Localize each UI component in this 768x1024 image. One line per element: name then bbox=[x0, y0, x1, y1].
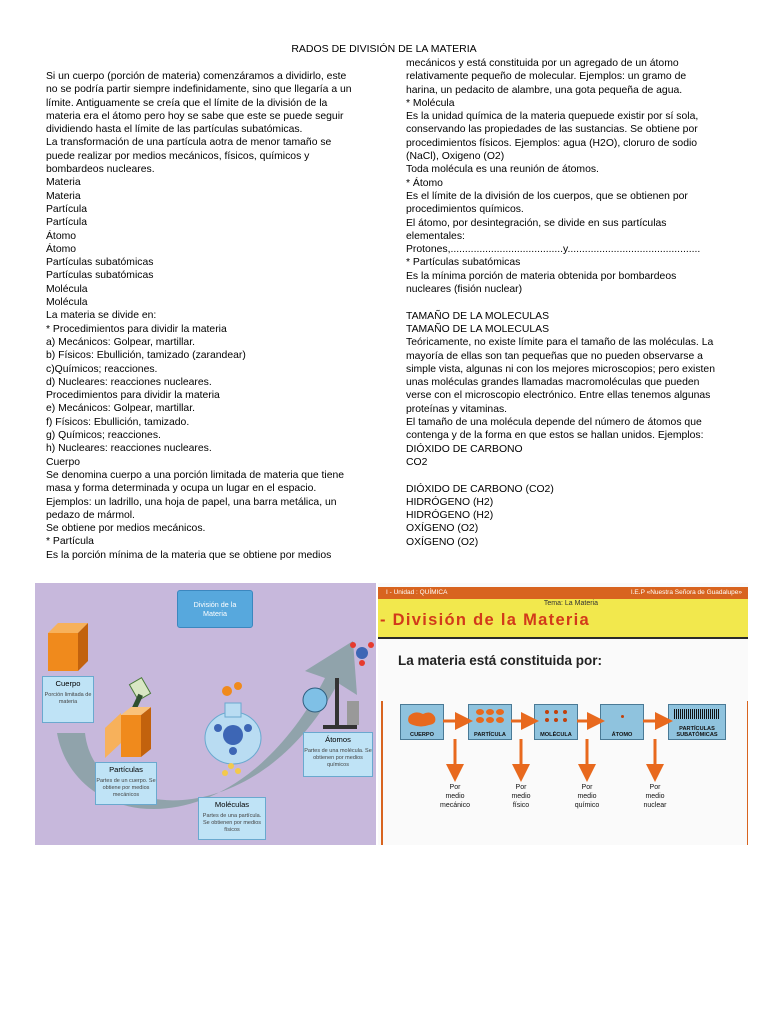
text-line: conservando las propiedades de las sustancias. Se obtiene por bbox=[406, 124, 698, 136]
infographic-title-line2: Materia bbox=[203, 609, 227, 618]
text-line: Materia bbox=[46, 190, 81, 202]
division-infographic bbox=[35, 583, 376, 845]
flow-box-particula bbox=[468, 704, 512, 740]
flask-icon bbox=[205, 682, 261, 776]
text-line: Átomo bbox=[46, 243, 77, 255]
text-line: Molécula bbox=[46, 297, 88, 309]
text-line: pedazo de mármol. bbox=[46, 509, 135, 521]
infographic-title-line1: División de la bbox=[193, 600, 237, 609]
text-line: e) Mecánicos: Golpear, martillar. bbox=[46, 403, 195, 415]
text-line: (NaCl), Oxigeno (O2) bbox=[406, 151, 505, 163]
medio-quimico bbox=[562, 783, 612, 810]
text-line: d) Nucleares: reacciones nucleares. bbox=[46, 376, 212, 388]
text-line: Procedimientos para dividir la materia bbox=[46, 390, 220, 402]
text-line: Átomo bbox=[46, 230, 77, 242]
cube-icon bbox=[48, 623, 88, 671]
text-line: c)Químicos; reacciones. bbox=[46, 363, 158, 375]
slide-heading: - División de la Materia bbox=[380, 611, 591, 629]
text-line: h) Nucleares: reacciones nucleares. bbox=[46, 443, 212, 455]
medio-nuclear bbox=[630, 783, 680, 810]
atomos-label: Átomos bbox=[303, 732, 373, 747]
text-line: * Átomo bbox=[406, 177, 443, 189]
text-line: unas moléculas grandes llamadas macromoléculas que pueden bbox=[406, 377, 700, 389]
flow-box-cuerpo bbox=[400, 704, 444, 740]
moleculas-label: Moléculas bbox=[198, 797, 266, 812]
text-line: Es el límite de la división de los cuerpos, que se obtienen por bbox=[406, 190, 688, 202]
text-line: * Partículas subatómicas bbox=[406, 257, 521, 269]
text-line: El átomo, por desintegración, se divide en sus partículas bbox=[406, 217, 667, 229]
molecule-dot bbox=[554, 710, 558, 714]
text-line: no se podría partir siempre indefinidamente, sino que llegaría a un bbox=[46, 84, 352, 96]
text-line: relativamente pequeño de molecular. Ejemplos: un gramo de bbox=[406, 71, 687, 83]
rock-icon bbox=[401, 708, 443, 730]
medio-line: medio bbox=[577, 793, 597, 800]
text-line: Si un cuerpo (porción de materia) comenzáramos a dividirlo, este bbox=[46, 71, 347, 82]
text-line: masa y forma determinada y ocupa un lugar en el espacio. bbox=[46, 483, 317, 495]
molecule-dot bbox=[545, 710, 549, 714]
medio-line: mecánico bbox=[440, 802, 470, 809]
blank-line bbox=[406, 296, 746, 309]
text-line: procedimientos químicos. bbox=[406, 204, 524, 216]
particle-dot bbox=[496, 709, 504, 715]
medio-line: Por bbox=[581, 784, 593, 791]
text-line: Es la unidad química de la materia quepuede existir por sí sola, bbox=[406, 111, 699, 123]
molecule-dot bbox=[563, 710, 567, 714]
text-line: mecánicos y está constituida por un agregado de un átomo bbox=[406, 58, 679, 69]
particle-dot bbox=[476, 709, 484, 715]
text-line: OXÍGENO (O2) bbox=[406, 523, 479, 535]
text-line: Partícula bbox=[46, 217, 88, 229]
text-line: simple vista, algunas ni con los mejores microscopios; pero existen bbox=[406, 363, 715, 375]
molecule-dot bbox=[554, 718, 558, 722]
particulas-description: Partes de un cuerpo. Se obtiene por medios mecánicos bbox=[95, 776, 157, 805]
particle-dot bbox=[486, 717, 494, 723]
slide-top-bar bbox=[378, 587, 748, 599]
text-line: límite. Antiguamente se creía que el límite de la división de la bbox=[46, 97, 328, 109]
flow-label: MOLÉCULA bbox=[540, 732, 572, 738]
text-line: Cuerpo bbox=[46, 456, 81, 468]
text-line: a) Mecánicos: Golpear, martillar. bbox=[46, 336, 195, 348]
text-line: * Molécula bbox=[406, 97, 455, 109]
slide-tema: Tema: La Materia bbox=[543, 600, 598, 607]
medio-line: medio bbox=[445, 793, 465, 800]
text-line: El tamaño de una molécula depende del número de átomos que bbox=[406, 417, 702, 429]
text-line: harina, un pedacito de alambre, una gota pequeña de agua. bbox=[406, 84, 683, 96]
slide-unit: I - Unidad : QUÍMICA bbox=[386, 589, 448, 596]
medio-line: químico bbox=[574, 802, 600, 809]
text-line: Se denomina cuerpo a una porción limitada de materia que tiene bbox=[46, 469, 345, 481]
text-line: Protones,.......................................y.............................................. bbox=[406, 244, 701, 256]
text-line: g) Químicos; reacciones. bbox=[46, 430, 161, 442]
text-line: materia era el átomo pero hoy se sabe que este se puede seguir bbox=[46, 110, 344, 122]
text-line: * Partícula bbox=[46, 536, 94, 548]
flow-box-subatomicas bbox=[668, 704, 726, 740]
text-line: contenga y de la forma en que estos se hallan unidos. Ejemplos: bbox=[406, 430, 704, 442]
text-line: Es la porción mínima de la materia que se obtiene por medios bbox=[46, 549, 332, 561]
text-line: OXÍGENO (O2) bbox=[406, 536, 479, 548]
molecule-dot bbox=[563, 718, 567, 722]
flow-label: CUERPO bbox=[410, 732, 434, 738]
text-line: DIÓXIDO DE CARBONO bbox=[406, 443, 523, 455]
medio-line: Por bbox=[649, 784, 661, 791]
particle-dot bbox=[486, 709, 494, 715]
text-line: procedimientos físicos. Ejemplos: agua (H2O), cloruro de sodio bbox=[406, 137, 698, 149]
text-line: CO2 bbox=[406, 456, 428, 468]
medio-fisico bbox=[496, 783, 546, 810]
infographic-title bbox=[177, 590, 253, 628]
text-line: DIÓXIDO DE CARBONO (CO2) bbox=[406, 483, 554, 495]
text-line: verse con el microscopio electrónico. Entre ellas tenemos algunas bbox=[406, 390, 711, 402]
subatomic-texture bbox=[674, 709, 720, 719]
medio-line: físico bbox=[512, 802, 530, 809]
flow-label: PARTÍCULAS SUBATÓMICAS bbox=[676, 726, 718, 738]
atomos-description: Partes de una molécula. Se obtienen por medios químicos bbox=[303, 746, 373, 777]
atom-dot bbox=[621, 715, 624, 718]
text-line: Se obtiene por medios mecánicos. bbox=[46, 523, 206, 535]
particle-dot bbox=[496, 717, 504, 723]
slide-heading-band bbox=[378, 599, 748, 639]
medio-line: Por bbox=[515, 784, 527, 791]
split-cube-icon bbox=[105, 707, 151, 758]
document-title: RADOS DE DIVISIÓN DE LA MATERIA bbox=[291, 43, 477, 55]
text-line: HIDRÓGENO (H2) bbox=[406, 510, 494, 522]
text-line: proteínas y vitaminas. bbox=[406, 403, 508, 415]
text-line: * Procedimientos para dividir la materia bbox=[46, 323, 227, 335]
text-line: HIDRÓGENO (H2) bbox=[406, 496, 494, 508]
text-line: f) Físicos: Ebullición, tamizado. bbox=[46, 416, 190, 428]
text-line: dividiendo hasta el límite de las partículas subatómicas. bbox=[46, 124, 303, 136]
text-line: La materia se divide en: bbox=[46, 310, 157, 322]
flow-label: ÁTOMO bbox=[611, 732, 633, 738]
right-text-column bbox=[406, 57, 746, 549]
moleculas-description: Partes de una partícula. Se obtienen por medios físicos bbox=[198, 811, 266, 840]
medio-mecanico bbox=[430, 783, 480, 810]
cuerpo-label: Cuerpo bbox=[42, 676, 94, 691]
blank-line bbox=[406, 469, 746, 482]
materia-slide bbox=[378, 583, 748, 845]
text-line: elementales: bbox=[406, 230, 465, 242]
medio-line: Por bbox=[449, 784, 461, 791]
text-line: mayoría de ellas son tan pequeñas que no pueden observarse a bbox=[406, 350, 703, 362]
text-line: Teóricamente, no existe límite para el tamaño de las moléculas. La bbox=[406, 337, 714, 349]
flow-box-atomo bbox=[600, 704, 644, 740]
flow-box-molecula bbox=[534, 704, 578, 740]
slide-school: I.E.P «Nuestra Señora de Guadalupe» bbox=[630, 589, 742, 596]
particle-dot bbox=[476, 717, 484, 723]
molecule-dot bbox=[545, 718, 549, 722]
text-line: bombardeos nucleares. bbox=[46, 164, 155, 176]
text-line: nucleares (fisión nuclear) bbox=[406, 284, 523, 296]
text-line: Materia bbox=[46, 177, 81, 189]
text-line: Es la mínima porción de materia obtenida por bombardeos bbox=[406, 270, 677, 282]
left-text-column bbox=[46, 70, 376, 562]
cuerpo-description: Porción limitada de materia bbox=[42, 690, 94, 723]
text-line: Toda molécula es una reunión de átomos. bbox=[406, 164, 599, 176]
text-line: Partículas subatómicas bbox=[46, 270, 154, 282]
text-line: Partícula bbox=[46, 203, 88, 215]
text-line: puede realizar por medios mecánicos, físicos, químicos y bbox=[46, 150, 310, 162]
particulas-label: Partículas bbox=[95, 762, 157, 777]
medio-line: medio bbox=[511, 793, 531, 800]
text-line: b) Físicos: Ebullición, tamizado (zarandear) bbox=[46, 350, 246, 362]
medio-line: nuclear bbox=[643, 802, 667, 809]
text-line: Molécula bbox=[46, 283, 88, 295]
text-line: Ejemplos: un ladrillo, una hoja de papel, una barra metálica, un bbox=[46, 496, 337, 508]
slide-subheading: La materia está constituida por: bbox=[398, 653, 603, 668]
medio-line: medio bbox=[645, 793, 665, 800]
text-line: TAMAÑO DE LA MOLECULAS bbox=[406, 323, 550, 335]
text-line: TAMAÑO DE LA MOLECULAS bbox=[406, 310, 550, 322]
text-line: La transformación de una partícula aotra de menor tamaño se bbox=[46, 137, 332, 149]
flow-label: PARTÍCULA bbox=[474, 732, 506, 738]
text-line: Partículas subatómicas bbox=[46, 257, 154, 269]
